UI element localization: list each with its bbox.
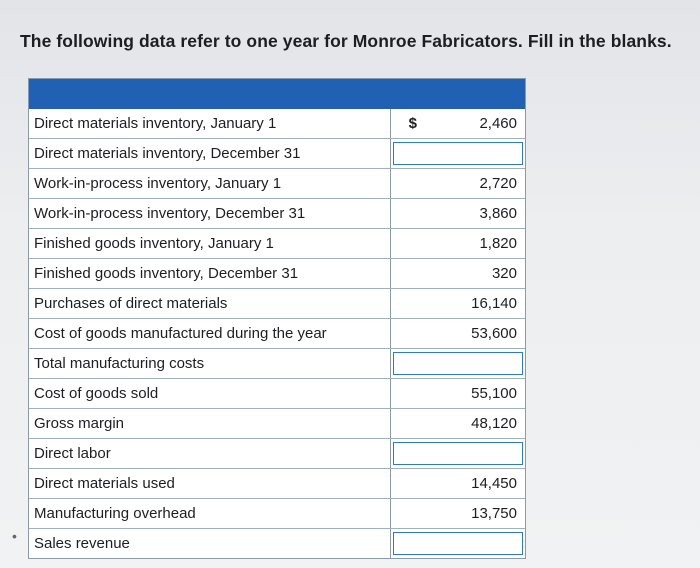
table-row	[29, 378, 525, 408]
table-row	[29, 258, 525, 288]
row-label: Purchases of direct materials	[29, 289, 391, 318]
table-row	[29, 528, 525, 558]
table-row	[29, 408, 525, 438]
row-value: 13,750	[471, 505, 517, 522]
instructions-heading: The following data refer to one year for Monroe Fabricators. Fill in the blanks.	[20, 31, 672, 51]
currency-symbol	[391, 199, 423, 228]
row-label: Gross margin	[29, 409, 391, 438]
table-row	[29, 438, 525, 468]
answer-input[interactable]	[393, 352, 523, 375]
currency-symbol	[391, 259, 423, 288]
row-label: Total manufacturing costs	[29, 349, 391, 378]
row-label: Manufacturing overhead	[29, 499, 391, 528]
value-cell	[423, 529, 525, 558]
row-label: Sales revenue	[29, 529, 391, 558]
value-cell	[423, 439, 525, 468]
row-value: 320	[491, 265, 517, 282]
row-label: Finished goods inventory, January 1	[29, 229, 391, 258]
currency-symbol	[391, 289, 423, 318]
value-cell	[423, 349, 525, 378]
row-value: 53,600	[471, 325, 517, 342]
currency-symbol	[391, 379, 423, 408]
table-row	[29, 318, 525, 348]
table-row	[29, 498, 525, 528]
data-table	[28, 78, 526, 559]
table-row	[29, 168, 525, 198]
currency-symbol	[391, 499, 423, 528]
table-row	[29, 288, 525, 318]
row-label: Cost of goods manufactured during the year	[29, 319, 391, 348]
currency-symbol: $	[408, 115, 417, 132]
currency-symbol	[391, 229, 423, 258]
row-value: 1,820	[479, 235, 517, 252]
table-row	[29, 138, 525, 168]
table-row	[29, 228, 525, 258]
row-value: 2,460	[479, 115, 517, 132]
answer-input[interactable]	[393, 142, 523, 165]
bullet-dot: •	[12, 528, 17, 544]
row-value: 2,720	[479, 175, 517, 192]
table-row	[29, 198, 525, 228]
row-label: Direct materials inventory, December 31	[29, 139, 391, 168]
row-value: 48,120	[471, 415, 517, 432]
table-row	[29, 348, 525, 378]
row-label: Direct materials inventory, January 1	[29, 109, 391, 138]
answer-input[interactable]	[393, 532, 523, 555]
answer-input[interactable]	[393, 442, 523, 465]
value-cell	[423, 139, 525, 168]
currency-symbol	[391, 169, 423, 198]
table-row	[29, 468, 525, 498]
currency-symbol	[391, 319, 423, 348]
row-value: 16,140	[471, 295, 517, 312]
row-label: Direct materials used	[29, 469, 391, 498]
row-label: Cost of goods sold	[29, 379, 391, 408]
currency-symbol	[391, 409, 423, 438]
row-value: 14,450	[471, 475, 517, 492]
row-label: Work-in-process inventory, January 1	[29, 169, 391, 198]
row-label: Work-in-process inventory, December 31	[29, 199, 391, 228]
row-label: Finished goods inventory, December 31	[29, 259, 391, 288]
row-label: Direct labor	[29, 439, 391, 468]
row-value: 3,860	[479, 205, 517, 222]
table-header-bar	[29, 79, 525, 109]
table-row	[29, 109, 525, 138]
table-body	[29, 109, 525, 558]
row-value: 55,100	[471, 385, 517, 402]
currency-symbol	[391, 469, 423, 498]
